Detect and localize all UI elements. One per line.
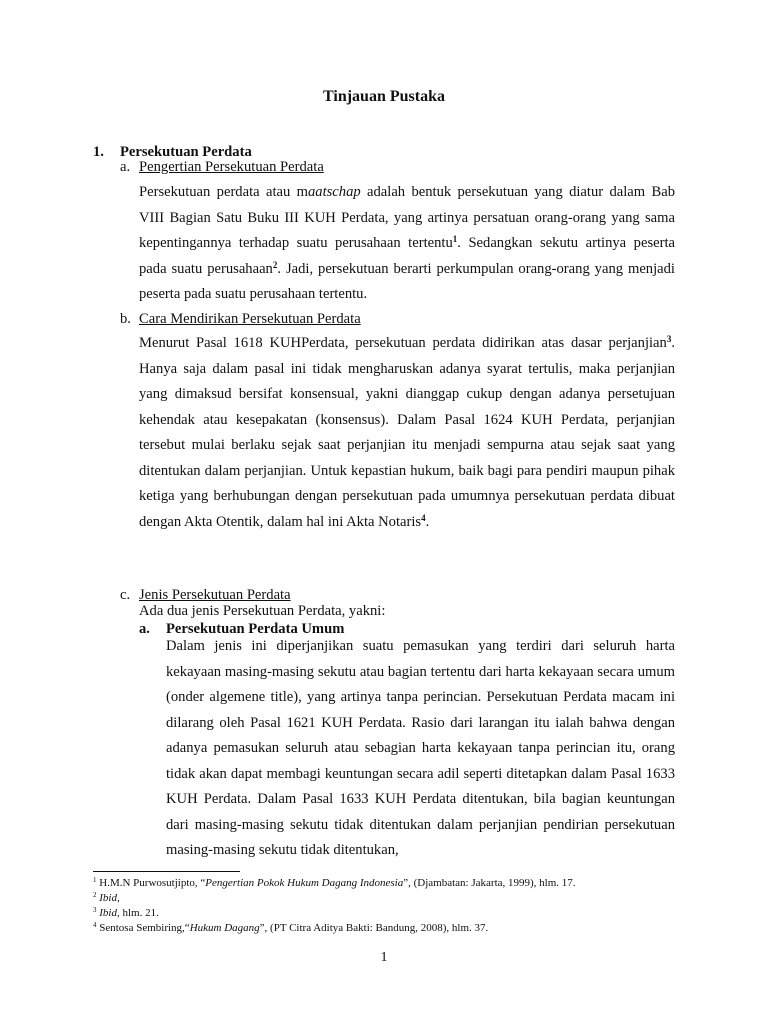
- footnote-ref-1[interactable]: 1: [452, 234, 458, 244]
- subsection-b-letter: b.: [120, 311, 131, 327]
- text: H.M.N Purwosutjipto, “: [96, 877, 206, 889]
- text: ”, (PT Citra Aditya Bakti: Bandung, 2008), hlm. 37.: [259, 922, 489, 934]
- footnote-1: [93, 877, 693, 889]
- footnote-number: 2: [93, 891, 97, 899]
- text: Menurut Pasal 1618 KUHPerdata, persekutuan perdata didirikan atas dasar perjanjian: [139, 335, 667, 351]
- footnote-number: 3: [93, 906, 97, 914]
- footnote-2: [93, 892, 693, 904]
- text: hlm. 21.: [119, 907, 159, 919]
- item-a-paragraph: Dalam jenis ini diperjanjikan suatu pemasukan yang terdiri dari seluruh harta kekayaan masing-masing sekutu atau bagian tertentu dari harta kekayaan secara umum (onder algemene title), yang artinya tanpa perincian. Persekutuan Perdata macam ini dilarang oleh Pasal 1621 KUH Perdata. Rasio dari larangan itu ialah bahwa dengan adanya pemasukan seluruh atau sebagian harta kekayaan tanpa perincian itu, orang tidak akan dapat membagi keuntungan secara adil seperti ditetapkan dalam Pasal 1633 KUH Perdata. Dalam Pasal 1633 KUH Perdata ditentukan, bila bagian keuntungan dari masing-masing sekutu tidak ditentukan dalam perjanjian pendirian persekutuan masing-masing sekutu tidak ditentukan,: [166, 638, 675, 858]
- subsection-c-title: Jenis Persekutuan Perdata: [139, 587, 291, 603]
- footnote-4: [93, 922, 693, 934]
- text: . Hanya saja dalam pasal ini tidak mengharuskan adanya syarat tertulis, maka perjanjian yang dimaksud bersifat konsensual, yakni dianggap cukup dengan adanya persetujuan kehendak atau kesepakatan (konsensus). Dalam Pasal 1624 KUH Perdata, perjanjian tersebut mulai berlaku sejak saat perjanjian itu menjadi sempurna atau sejak saat yang ditentukan dalam perjanjian. Untuk kepastian hukum, baik bagi para pendiri maupun pihak ketiga yang berhubungan dengan persekutuan pada umumnya persekutuan perdata dibuat dengan Akta Otentik, dalam hal ini Akta Notaris: [139, 335, 675, 530]
- text: ”, (Djambatan: Jakarta, 1999), hlm. 17.: [403, 877, 576, 889]
- footnote-3: [93, 907, 693, 919]
- footnote-divider: [93, 871, 240, 872]
- subsection-c-intro: Ada dua jenis Persekutuan Perdata, yakni:: [139, 603, 386, 619]
- text: Persekutuan perdata atau m: [139, 184, 308, 200]
- subsection-b-title: Cara Mendirikan Persekutuan Perdata: [139, 311, 361, 327]
- item-a-letter: a.: [139, 621, 150, 637]
- text: . Jadi, persekutuan berarti perkumpulan orang-orang yang menjadi peserta pada suatu perusahaan tertentu.: [139, 260, 675, 302]
- italic-title: Ibid,: [99, 907, 120, 919]
- italic-title: Hukum Dagang: [189, 922, 260, 934]
- subsection-c-letter: c.: [120, 587, 131, 603]
- text: Sentosa Sembiring,“: [96, 922, 190, 934]
- subsection-b-paragraph: [139, 331, 675, 535]
- subsection-a-title: Pengertian Persekutuan Perdata: [139, 159, 324, 175]
- footnote-number: 4: [93, 921, 97, 929]
- footnote-ref-4[interactable]: 4: [421, 512, 426, 523]
- footnote-ref-3[interactable]: 3: [666, 334, 672, 344]
- subsection-a-paragraph: [139, 180, 675, 308]
- footnote-ref-2[interactable]: 2: [272, 259, 278, 270]
- section-number: 1.: [93, 144, 104, 160]
- text: . Sedangkan sekutu artinya peserta pada suatu perusahaan: [139, 235, 675, 277]
- item-a-title: Persekutuan Perdata Umum: [166, 621, 345, 637]
- footnote-number: 1: [93, 876, 97, 884]
- subsection-a-letter: a.: [120, 159, 131, 175]
- italic-term: aatschap: [307, 184, 361, 200]
- section-title: Persekutuan Perdata: [120, 144, 252, 160]
- page-number: 1: [380, 950, 388, 965]
- text: .: [425, 513, 430, 530]
- text: adalah bentuk persekutuan yang diatur dalam Bab VIII Bagian Satu Buku III KUH Perdata, yang artinya persatuan orang-orang yang sama kepentingannya terhadap suatu perusahaan tertentu: [139, 184, 675, 251]
- italic-title: Ibid,: [99, 892, 120, 904]
- document-title: Tinjauan Pustaka: [323, 88, 445, 105]
- italic-title: Pengertian Pokok Hukum Dagang Indonesia: [205, 877, 404, 889]
